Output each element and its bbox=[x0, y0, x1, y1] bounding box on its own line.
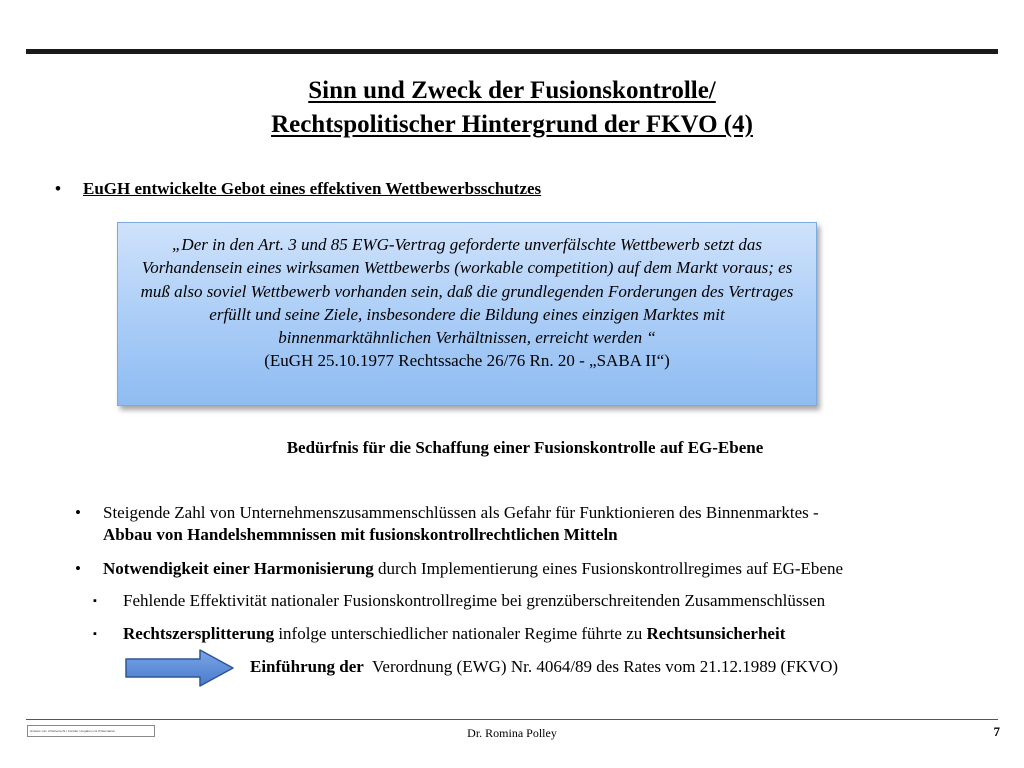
sub-bullet-bold: Rechtszersplitterung bbox=[123, 624, 275, 643]
bottom-divider bbox=[26, 719, 998, 720]
top-divider bbox=[26, 49, 998, 54]
bullet-marker: • bbox=[55, 179, 61, 198]
right-arrow-icon bbox=[124, 648, 236, 688]
bullet-marker: • bbox=[75, 559, 81, 578]
footer-note-box: Hinweis zum Urheberrecht / Kontakt / Angaben zur Präsentation bbox=[27, 725, 155, 737]
bullet-marker: • bbox=[75, 503, 81, 522]
main-bullet bbox=[55, 178, 541, 200]
slide-title bbox=[0, 74, 1024, 142]
bullet-text bbox=[103, 502, 819, 546]
quote-citation: (EuGH 25.10.1977 Rechtssache 26/76 Rn. 20 - „SABA II“) bbox=[264, 351, 670, 371]
quote-text: „Der in den Art. 3 und 85 EWG-Vertrag geforderte unverfälschte Wettbewerb setzt das Vorhandensein eines wirksamen Wettbewerbs (workable competition) auf dem Markt voraus; es muß also soviel Wettbewerb vorhanden sein, daß die grundlegenden Forderungen des Vertrages erfüllt und seine Ziele, insbesondere die Bildung eines einzigen Marktes mit binnenmarktähnlichen Verhältnissen, erreicht werden “ bbox=[140, 235, 794, 348]
title-line-2: Rechtspolitischer Hintergrund der FKVO (4) bbox=[271, 111, 753, 138]
sub-bullet-normal: infolge unterschiedlicher nationaler Regime führte zu bbox=[274, 624, 647, 643]
sub-bullet-text: Fehlende Effektivität nationaler Fusionskontrollregime bei grenzüberschreitenden Zusammenschlüssen bbox=[123, 591, 826, 610]
bullet-text-normal: Steigende Zahl von Unternehmenszusammenschlüssen als Gefahr für Funktionieren des Binnenmarktes - bbox=[103, 503, 819, 522]
bullet-item bbox=[75, 502, 975, 546]
main-bullet-text: EuGH entwickelte Gebot eines effektiven Wettbewerbsschutzes bbox=[83, 179, 542, 198]
bullet-item bbox=[75, 558, 995, 580]
square-bullet-icon: ▪ bbox=[93, 628, 97, 640]
sub-bullet-item bbox=[93, 590, 993, 612]
page-number: 7 bbox=[993, 724, 1000, 739]
conclusion-text bbox=[250, 656, 838, 678]
sub-bullet-item bbox=[93, 623, 993, 645]
title-line-1: Sinn und Zweck der Fusionskontrolle/ bbox=[308, 77, 716, 104]
footer-author: Dr. Romina Polley bbox=[467, 726, 557, 740]
sub-bullet-text bbox=[123, 623, 785, 645]
bullet-text-bold: Notwendigkeit einer Harmonisierung bbox=[103, 559, 374, 578]
bullet-text-bold: Abbau von Handelshemmnissen mit fusionskontrollrechtlichen Mitteln bbox=[103, 525, 618, 544]
conclusion-normal: Verordnung (EWG) Nr. 4064/89 des Rates vom 21.12.1989 (FKVO) bbox=[363, 657, 839, 676]
conclusion-bold: Einführung der bbox=[250, 657, 364, 676]
bullet-text bbox=[103, 558, 843, 580]
square-bullet-icon: ▪ bbox=[93, 595, 97, 607]
bullet-text-normal: durch Implementierung eines Fusionskontrollregimes auf EG-Ebene bbox=[373, 559, 844, 578]
sub-bullet-bold: Rechtsunsicherheit bbox=[646, 624, 786, 643]
need-heading: Bedürfnis für die Schaffung einer Fusionskontrolle auf EG-Ebene bbox=[286, 438, 764, 457]
quote-box bbox=[117, 222, 817, 406]
